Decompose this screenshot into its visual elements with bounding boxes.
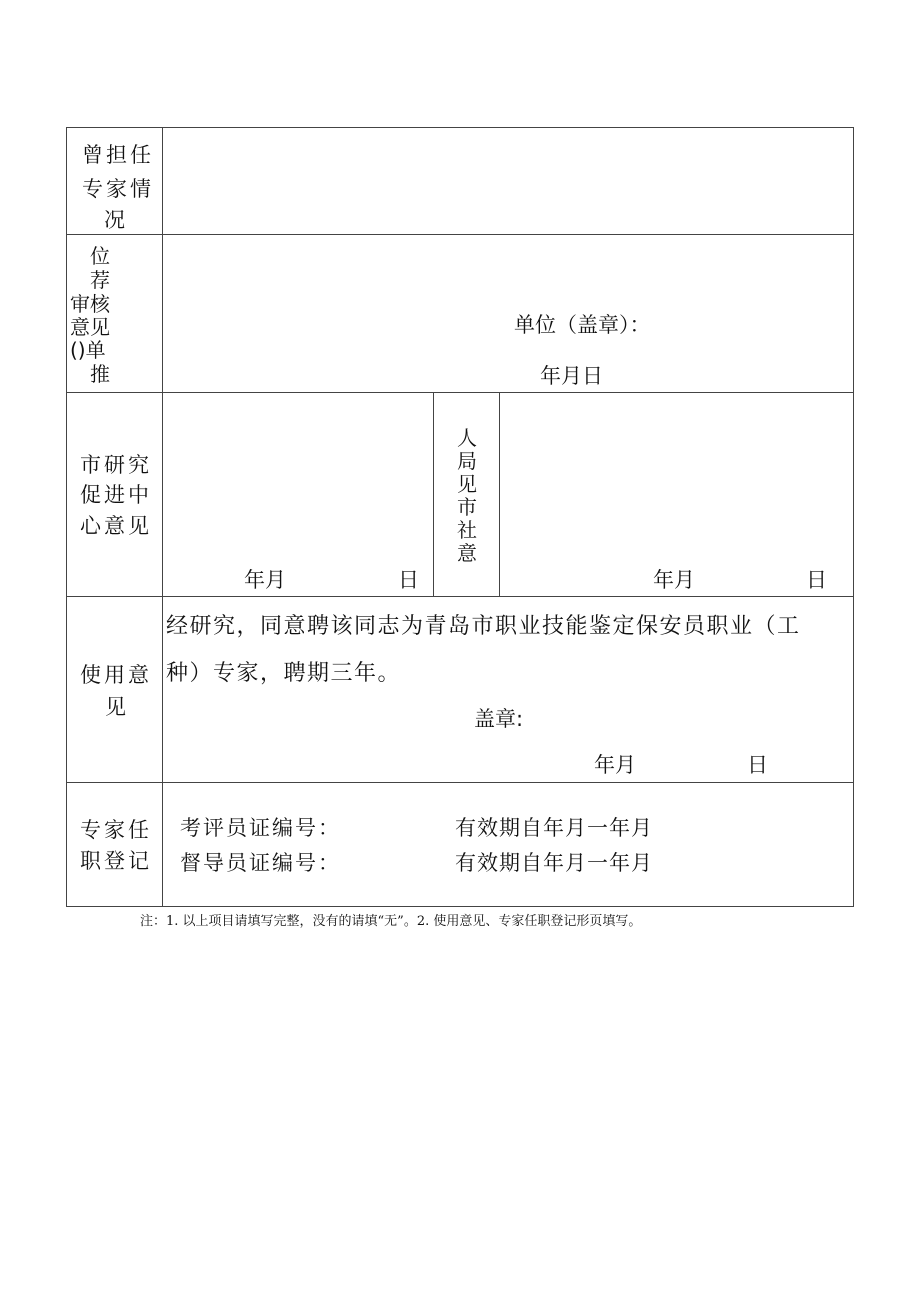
usage-opinion-seal: 盖章: <box>474 707 524 731</box>
former-expert-label-line1: 曾担任 <box>82 143 154 167</box>
former-expert-content-cell[interactable] <box>163 128 853 234</box>
social-bureau-content-cell[interactable] <box>500 393 853 563</box>
unit-review-label-line4: 意见 <box>70 315 110 339</box>
supervisor-cert-label: 督导员证编号： <box>180 851 341 875</box>
usage-opinion-text-line2: 种）专家，聘期三年。 <box>166 661 402 686</box>
unit-review-label-line2: 荐 <box>90 268 110 292</box>
social-bureau-label-char6: 意 <box>457 541 477 565</box>
supervisor-validity: 有效期自年月一年月 <box>455 851 653 875</box>
usage-opinion-text-line1: 经研究，同意聘该同志为青岛市职业技能鉴定保安员职业（工 <box>166 614 801 639</box>
unit-review-content-cell[interactable] <box>163 235 853 315</box>
social-bureau-date-year-month: 年月 <box>653 568 695 592</box>
assessor-cert-label: 考评员证编号： <box>180 816 341 840</box>
research-center-label-line1: 市研究 <box>80 453 152 477</box>
former-expert-label-line2: 专家情 <box>82 177 154 201</box>
unit-review-label-line5: ()单 <box>70 338 106 362</box>
usage-opinion-label-line2: 见 <box>105 695 126 719</box>
expert-registration-label-line1: 专家任 <box>80 818 152 842</box>
social-bureau-label-char4: 市 <box>457 495 477 519</box>
social-bureau-label-char3: 见 <box>457 472 477 496</box>
social-bureau-label-char2: 局 <box>457 449 477 473</box>
research-center-date-year-month: 年月 <box>244 568 286 592</box>
unit-review-date: 年月日 <box>540 364 603 388</box>
unit-review-seal: 单位（盖章）： <box>514 313 651 337</box>
footnote: 注：1. 以上项目请填写完整，没有的请填“无”。2. 使用意见、专家任职登记形页填写。 <box>140 914 642 929</box>
table-left-border <box>66 127 67 906</box>
usage-opinion-date-day: 日 <box>747 753 768 777</box>
row-divider-3 <box>66 596 854 597</box>
assessor-validity: 有效期自年月一年月 <box>455 816 653 840</box>
research-center-label-line2: 促进中 <box>80 483 152 507</box>
usage-opinion-date-year-month: 年月 <box>594 753 636 777</box>
research-center-date-day: 日 <box>398 568 419 592</box>
row-divider-4 <box>66 782 854 783</box>
unit-review-label-line6: 推 <box>90 362 110 386</box>
social-bureau-label-char5: 社 <box>457 518 477 542</box>
expert-registration-label-line2: 职登记 <box>80 849 152 873</box>
unit-review-label-line3: 审核 <box>70 292 110 316</box>
usage-opinion-label-line1: 使用意 <box>80 663 152 687</box>
table-right-border <box>853 127 854 906</box>
research-center-content-cell[interactable] <box>163 393 433 563</box>
opinion-split-divider-left <box>433 392 434 596</box>
table-bottom-border <box>66 906 854 907</box>
social-bureau-label-char1: 人 <box>457 426 477 450</box>
former-expert-label-line3: 况 <box>104 208 125 232</box>
research-center-label-line3: 心意见 <box>80 514 152 538</box>
unit-review-label-line1: 位 <box>90 244 110 268</box>
social-bureau-date-day: 日 <box>806 568 827 592</box>
